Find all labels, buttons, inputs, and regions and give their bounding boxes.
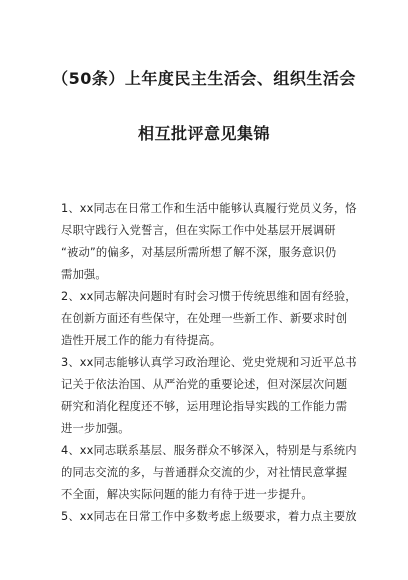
document-title-line-2: 相互批评意见集锦 bbox=[137, 124, 270, 143]
body-line: 4、xx同志联系基层、服务群众不够深入，特别是与系统内 bbox=[61, 444, 357, 457]
body-line: 5、xx同志在日常工作中多数考虑上级要求，着力点主要放 bbox=[61, 510, 357, 523]
body-line: 需加强。 bbox=[61, 268, 107, 281]
body-line: 2、xx同志解决问题时有时会习惯于传统思维和固有经验， bbox=[61, 290, 357, 303]
body-line: 1、xx同志在日常工作和生活中能够认真履行党员义务，恪 bbox=[61, 202, 357, 215]
body-line: 不全面，解决实际问题的能力有待于进一步提升。 bbox=[61, 488, 313, 501]
body-line: 记关于依法治国、从严治党的重要论述，但对深层次问题 bbox=[61, 378, 348, 391]
document-title-line-1: （50条）上年度民主生活会、组织生活会 bbox=[52, 69, 356, 88]
body-line: 的同志交流的多，与普通群众交流的少，对社情民意掌握 bbox=[61, 466, 348, 479]
body-line: 在创新方面还有些保守，在处理一些新工作、新要求时创 bbox=[61, 312, 348, 325]
body-line: 尽职守践行入党誓言，但在实际工作中处基层开展调研 bbox=[61, 224, 336, 237]
body-line: 3、xx同志能够认真学习政治理论、党史党规和习近平总书 bbox=[61, 356, 357, 369]
body-line: 造性开展工作的能力有待提高。 bbox=[61, 334, 222, 347]
body-line: “被动”的偏多，对基层所需所想了解不深，服务意识仍 bbox=[61, 246, 337, 259]
body-line: 进一步加强。 bbox=[61, 422, 130, 435]
body-line: 研究和消化程度还不够，运用理论指导实践的工作能力需 bbox=[61, 400, 348, 413]
